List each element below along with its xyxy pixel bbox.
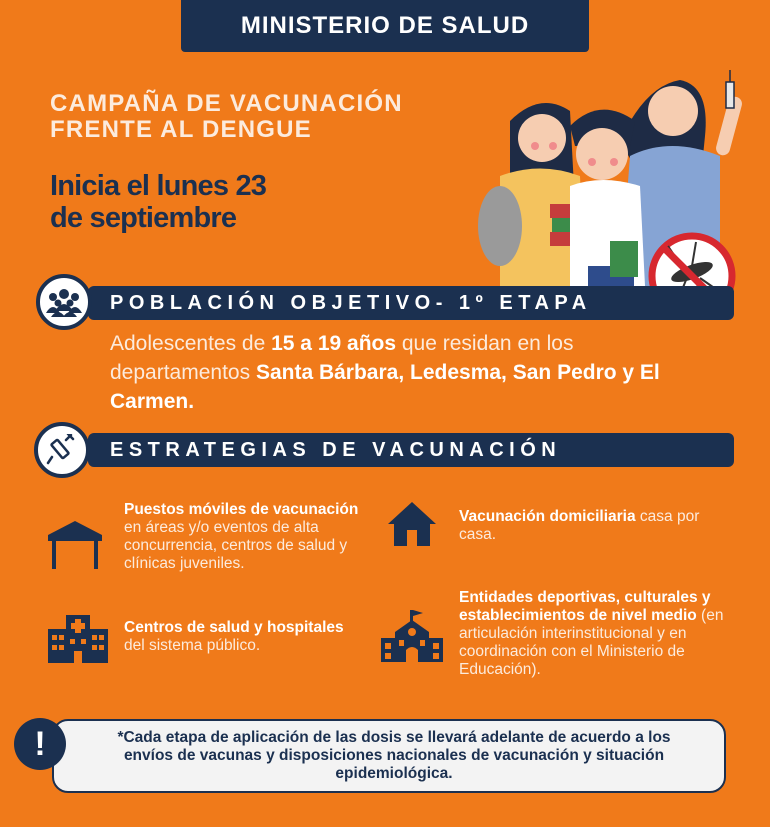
population-text-2: que residan en los departamentos (110, 332, 574, 384)
population-age-range: 15 a 19 años (271, 332, 397, 355)
campaign-title (50, 91, 403, 143)
syringe-icon (726, 82, 734, 108)
group-icon-badge (36, 274, 92, 330)
campaign-date (50, 170, 266, 234)
strategy-entities-bold: Entidades deportivas, culturales y establecimientos de nivel medio (459, 589, 711, 624)
hospital-icon (48, 615, 108, 663)
campaign-date-line1: Inicia el lunes 23 (50, 170, 267, 202)
note-box (52, 719, 726, 793)
population-heading-bar (88, 286, 734, 320)
header-title: MINISTERIO DE SALUD (240, 12, 530, 39)
population-departments: Santa Bárbara, Ledesma, San Pedro y El Carmen. (110, 361, 660, 413)
house-icon (386, 500, 438, 548)
strategy-hospitals-bold: Centros de salud y hospitales (124, 619, 344, 636)
strategies-heading: ESTRATEGIAS DE VACUNACIÓN (110, 438, 562, 461)
school-icon (381, 610, 443, 662)
vaccine-icon (46, 434, 78, 466)
strategy-entities-text: (en articulación interinstitucional y en coordinación con el Ministerio de Educación). (459, 607, 724, 678)
header-banner (181, 0, 589, 52)
note-text: *Cada etapa de aplicación de las dosis se llevará adelante de acuerdo a los envíos de vacunas y disposiciones nacionales de vacunación y situación epidemiológica. (117, 729, 671, 782)
population-heading: POBLACIÓN OBJETIVO- 1º ETAPA (110, 291, 592, 314)
tent-icon (46, 517, 104, 569)
strategy-home-text: casa por casa. (459, 508, 700, 543)
exclamation-icon: ! (14, 718, 66, 770)
strategy-mobile-bold: Puestos móviles de vacunación (124, 501, 359, 518)
strategy-item-home (459, 508, 719, 544)
campaign-title-line2: FRENTE AL DENGUE (50, 116, 312, 143)
syringe-icon-badge (34, 422, 90, 478)
backpack (478, 186, 522, 266)
campaign-date-line2: de septiembre (50, 202, 237, 234)
people-illustration (470, 66, 770, 318)
girl-face (518, 114, 566, 162)
nurse-face (648, 86, 698, 136)
strategy-item-entities (459, 589, 729, 679)
campaign-title-line1: CAMPAÑA DE VACUNACIÓN (50, 90, 403, 117)
strategy-item-hospitals (124, 619, 344, 655)
population-text-1: Adolescentes de (110, 332, 272, 355)
strategy-hospitals-text: del sistema público. (124, 637, 261, 654)
strategy-item-mobile (124, 501, 369, 573)
strategy-home-bold: Vacunación domiciliaria (459, 508, 636, 525)
group-icon (45, 287, 83, 317)
strategies-heading-bar (88, 433, 734, 467)
population-text (110, 329, 670, 416)
strategy-mobile-text: en áreas y/o eventos de alta concurrencia, centros de salud y clínicas juveniles. (124, 519, 348, 572)
boy-face (576, 128, 628, 180)
